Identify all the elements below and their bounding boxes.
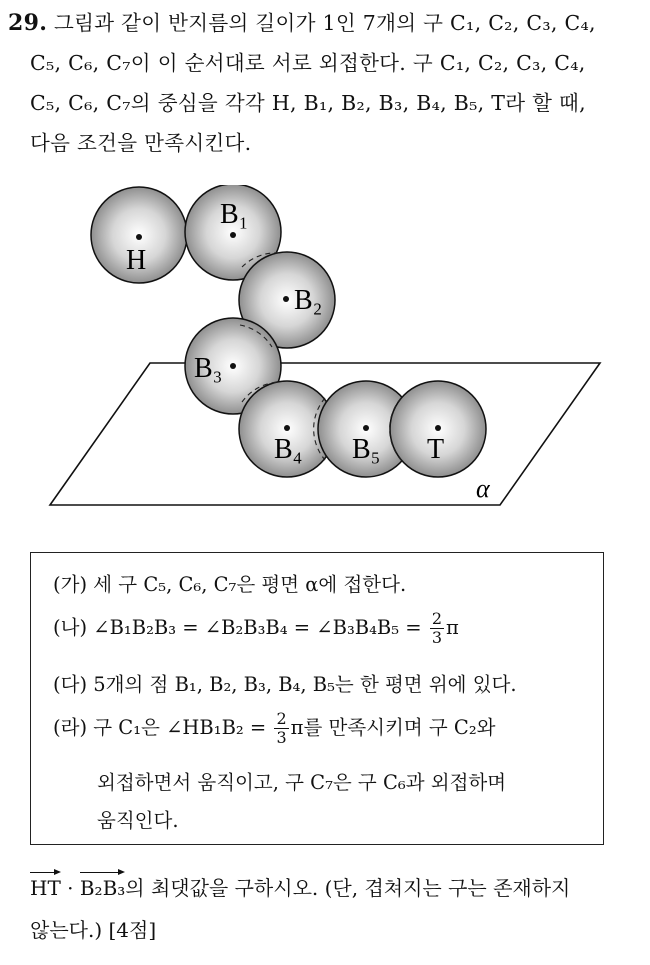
center-b2 — [283, 296, 289, 302]
spheres-diagram — [40, 185, 610, 515]
condition-text: 5개의 점 B₁, B₂, B₃, B₄, B₅는 한 평면 위에 있다. — [93, 673, 517, 696]
fraction-numerator: 2 — [276, 709, 287, 728]
label-t: T — [427, 434, 445, 465]
center-h — [136, 234, 142, 240]
vector-b2b3: B₂B₃ — [80, 870, 125, 900]
problem-line-3: C₅, C₆, C₇의 중심을 각각 H, B₁, B₂, B₃, B₄, B₅, T라 할 때, — [30, 91, 586, 115]
condition-tag: (나) — [53, 616, 88, 639]
label-alpha: α — [476, 474, 490, 503]
fraction-two-thirds — [274, 711, 288, 746]
question-line-2: 않는다.) [4점] — [30, 918, 157, 942]
condition-tag: (라) — [53, 716, 88, 739]
condition-text: 세 구 C₅, C₆, C₇은 평면 α에 접한다. — [93, 573, 407, 596]
condition-na — [53, 611, 459, 646]
problem-line-1 — [8, 6, 596, 36]
label-b1: B₁ — [220, 199, 249, 230]
conditions-box — [30, 552, 604, 845]
condition-ga — [53, 569, 406, 597]
center-b5 — [363, 425, 369, 431]
question-text-1: 의 최댓값을 구하시오. (단, 겹쳐지는 구는 존재하지 — [125, 876, 571, 900]
dot-product-symbol: · — [67, 876, 74, 900]
spheres-figure — [40, 185, 610, 515]
center-b4 — [284, 425, 290, 431]
center-b3 — [230, 363, 236, 369]
problem-line-2: C₅, C₆, C₇이 이 순서대로 서로 외접한다. 구 C₁, C₂, C₃, C₄, — [30, 51, 586, 75]
condition-ra — [53, 711, 496, 746]
fraction-numerator: 2 — [431, 609, 443, 628]
fraction-two-thirds — [430, 611, 444, 646]
condition-text: ∠B₁B₂B₃ = ∠B₂B₃B₄ = ∠B₃B₄B₅ = — [93, 616, 422, 639]
label-h: H — [126, 245, 147, 276]
label-b3: B₃ — [194, 353, 223, 384]
condition-da — [53, 669, 517, 697]
fraction-denominator: 3 — [431, 628, 443, 647]
condition-ra-line-3: 움직인다. — [97, 809, 179, 832]
vector-ht: HT — [30, 870, 61, 900]
label-b5: B₅ — [352, 434, 381, 465]
problem-line-4: 다음 조건을 만족시킨다. — [30, 131, 252, 155]
problem-text-1: 그림과 같이 반지름의 길이가 1인 7개의 구 C₁, C₂, C₃, C₄, — [54, 11, 596, 35]
question-line-1 — [30, 870, 570, 901]
problem-number: 29. — [8, 10, 48, 36]
label-b2: B₂ — [294, 285, 323, 316]
condition-text-after: π를 만족시키며 구 C₂와 — [290, 716, 496, 739]
condition-tag: (가) — [53, 573, 88, 596]
center-b1 — [230, 232, 236, 238]
center-t — [435, 425, 441, 431]
condition-text-pi: π — [446, 616, 459, 639]
condition-tag: (다) — [53, 673, 88, 696]
condition-text: 구 C₁은 ∠HB₁B₂ = — [93, 716, 267, 739]
fraction-denominator: 3 — [276, 728, 287, 747]
condition-ra-line-2: 외접하면서 움직이고, 구 C₇은 구 C₆과 외접하며 — [97, 771, 507, 794]
label-b4: B₄ — [274, 434, 303, 465]
